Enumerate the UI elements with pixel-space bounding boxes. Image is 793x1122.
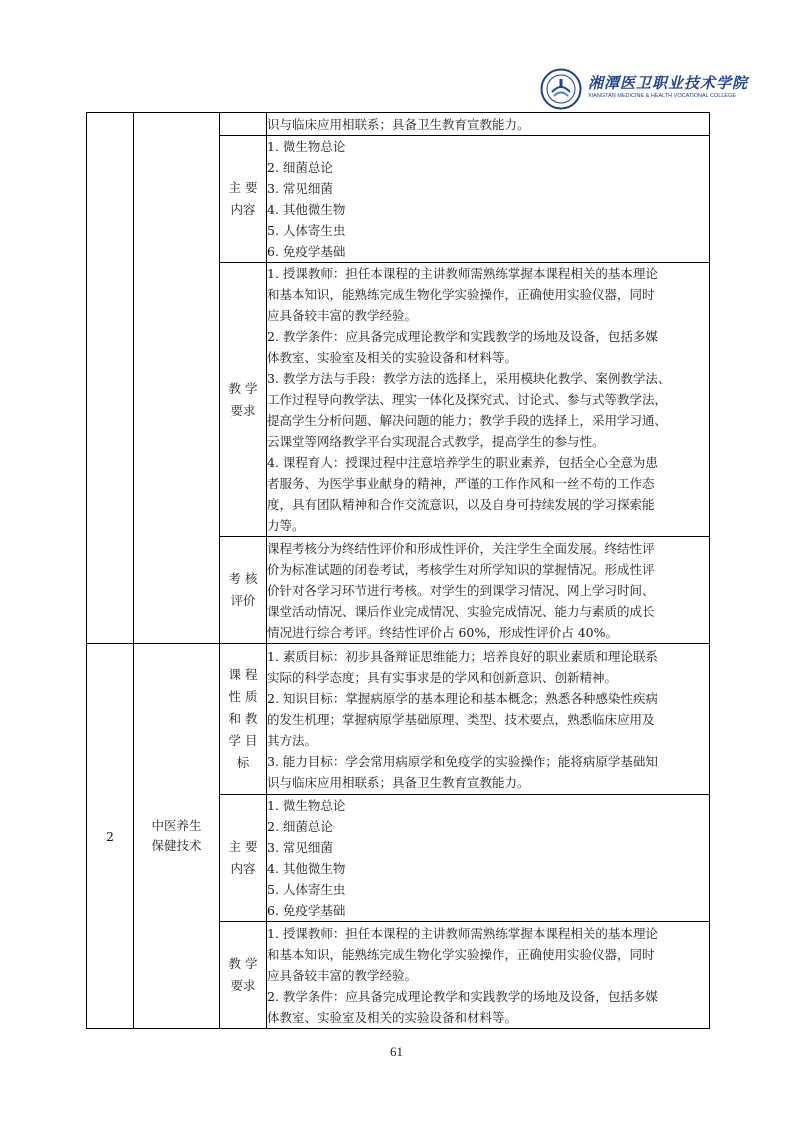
text-line: 应具备较丰富的教学经验。	[267, 308, 418, 323]
course-table	[86, 112, 710, 1029]
list-item: 3. 常见细菌	[267, 840, 333, 855]
text-line: 应具备较丰富的教学经验。	[267, 967, 418, 983]
list-item: 2. 细菌总论	[267, 819, 333, 834]
text-line: 度，具有团队精神和合作交流意识，以及自身可持续发展的学习探索能	[267, 497, 655, 512]
list-item: 1. 微生物总论	[267, 798, 346, 813]
text-line: 识与临床应用相联系；具备卫生教育宣教能力。	[267, 774, 530, 790]
text-line: 其方法。	[267, 732, 318, 748]
text-line: 体教室、实验室及相关的实验设备和材料等。	[267, 350, 518, 365]
text-line: 力等。	[267, 518, 305, 533]
text-line: 体教室、实验室及相关的实验设备和材料等。	[267, 1009, 518, 1025]
list-item: 5. 人体寄生虫	[267, 223, 346, 238]
text-line: 实际的科学态度；具有实事求是的学风和创新意识、创新精神。	[267, 669, 618, 685]
text-line: 3. 能力目标：学会常用病原学和免疫学的实验操作；能将病原学基础知	[267, 753, 658, 769]
text-line: 4. 课程育人：授课过程中注意培养学生的职业素养，包括全心全意为患	[267, 455, 658, 470]
text-line: 课堂活动情况、课后作业完成情况、实验完成情况、能力与素质的成长	[267, 603, 655, 619]
text-line: 2. 教学条件：应具备完成理论教学和实践教学的场地及设备，包括多媒	[267, 329, 658, 344]
goal-cell	[267, 113, 710, 136]
list-item: 3. 常见细菌	[267, 181, 333, 196]
requirement-cell	[267, 922, 710, 1029]
text-line: 3. 教学方法与手段：教学方法的选择上，采用模块化教学、案例教学法、	[267, 371, 671, 386]
school-name: 湘潭医卫职业技术学院	[588, 74, 749, 92]
course-name	[134, 113, 220, 644]
page-number: 61	[390, 1044, 403, 1059]
content-cell	[267, 795, 710, 922]
list-item: 4. 其他微生物	[267, 202, 346, 217]
text-line: 情况进行综合考评。终结性评价占 60%，形成性评价占 40%。	[267, 624, 619, 640]
category-content: 主 要 内容	[220, 795, 267, 922]
course-number: 2	[87, 644, 134, 1029]
text-line: 价为标准试题的闭卷考试，考核学生对所学知识的掌握情况。形成性评	[267, 561, 655, 577]
list-item: 5. 人体寄生虫	[267, 882, 346, 897]
list-item: 6. 免疫学基础	[267, 903, 346, 918]
school-seal-icon	[540, 68, 582, 110]
text-line: 1. 素质目标：初步具备辩证思维能力；培养良好的职业素质和理论联系	[267, 648, 658, 664]
text-line: 价针对各学习环节进行考核。对学生的到课学习情况、网上学习时间、	[267, 582, 655, 598]
goal-cell	[267, 644, 710, 795]
text-line: 提高学生分析问题、解决问题的能力；教学手段的选择上，采用学习通、	[267, 413, 668, 428]
category-goal: 课 程 性 质 和 教 学 目 标	[220, 644, 267, 795]
text-line: 识与临床应用相联系；具备卫生教育宣教能力。	[267, 116, 530, 132]
text-line: 工作过程导向教学法、理实一体化及探究式、讨论式、参与式等教学法，	[267, 392, 668, 407]
school-name-en: XIANGTAN MEDICINE & HEALTH VOCATIONAL COLLEGE	[588, 93, 737, 99]
table-row	[87, 644, 710, 795]
text-line: 和基本知识，能熟练完成生物化学实验操作，正确使用实验仪器，同时	[267, 946, 655, 962]
category-evaluation: 考 核 评价	[220, 537, 267, 644]
text-line: 课程考核分为终结性评价和形成性评价，关注学生全面发展。终结性评	[267, 540, 655, 556]
content-cell	[267, 136, 710, 263]
text-line: 1. 授课教师：担任本课程的主讲教师需熟练掌握本课程相关的基本理论	[267, 266, 658, 281]
school-logo	[540, 68, 749, 110]
requirement-cell	[267, 263, 710, 537]
evaluation-cell	[267, 537, 710, 644]
text-line: 1. 授课教师：担任本课程的主讲教师需熟练掌握本课程相关的基本理论	[267, 925, 658, 941]
course-number	[87, 113, 134, 644]
category-requirement: 教 学 要求	[220, 263, 267, 537]
text-line: 的发生机理；掌握病原学基础原理、类型、技术要点，熟悉临床应用及	[267, 711, 655, 727]
course-name: 中医养生 保健技术	[134, 644, 220, 1029]
table-row	[87, 113, 710, 136]
text-line: 2. 知识目标：掌握病原学的基本理论和基本概念；熟悉各种感染性疾病	[267, 690, 658, 706]
category-requirement: 教 学 要求	[220, 922, 267, 1029]
category-goal	[220, 113, 267, 136]
text-line: 2. 教学条件：应具备完成理论教学和实践教学的场地及设备，包括多媒	[267, 988, 658, 1004]
list-item: 4. 其他微生物	[267, 861, 346, 876]
list-item: 2. 细菌总论	[267, 160, 333, 175]
list-item: 1. 微生物总论	[267, 139, 346, 154]
text-line: 和基本知识，能熟练完成生物化学实验操作，正确使用实验仪器，同时	[267, 287, 655, 302]
category-content: 主 要 内容	[220, 136, 267, 263]
text-line: 者服务、为医学事业献身的精神，严谨的工作作风和一丝不苟的工作态	[267, 476, 655, 491]
list-item: 6. 免疫学基础	[267, 244, 346, 259]
text-line: 云课堂等网络教学平台实现混合式教学，提高学生的参与性。	[267, 434, 605, 449]
